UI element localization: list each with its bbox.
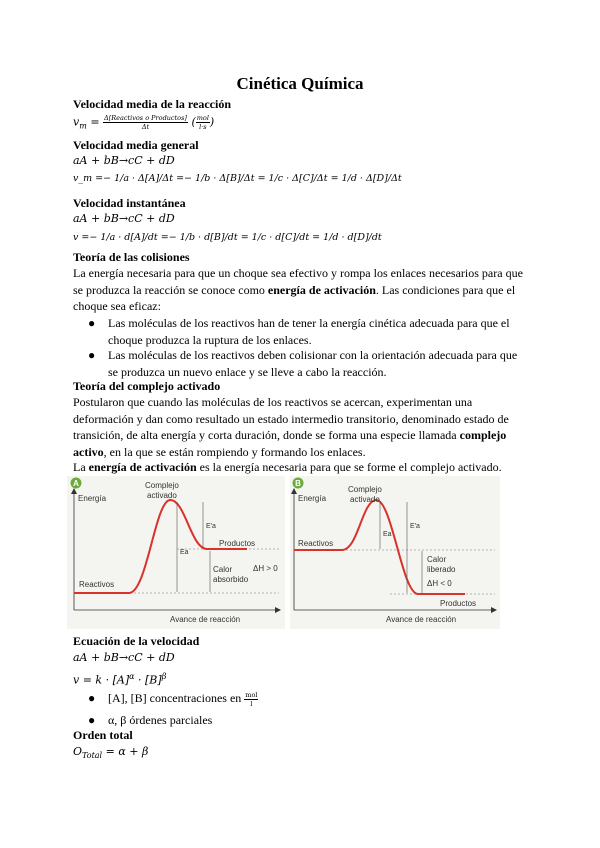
complex-label: Complejo xyxy=(145,481,179,490)
ea-label: Ea xyxy=(180,549,189,556)
bullet-icon: ● xyxy=(88,316,96,330)
x-axis-arrow-icon xyxy=(275,607,281,613)
y-axis-label: Energía xyxy=(298,494,327,503)
ea-label: Ea xyxy=(383,531,392,538)
paren-close: ) xyxy=(209,115,215,129)
badge-label: B xyxy=(295,479,301,488)
formula-text: = α + β xyxy=(105,745,149,758)
reactants-label: Reactivos xyxy=(79,580,115,589)
list-item xyxy=(88,347,528,381)
ea-prime-label: E′a xyxy=(206,523,216,530)
paragraph-complejo xyxy=(73,394,525,460)
formula-velocidad-media-general: v_m =− 1/a · Δ[A]/Δt =− 1/b · Δ[B]/Δt = 1/c · Δ[C]/Δt = 1/d · Δ[D]/Δt xyxy=(73,173,402,184)
paragraph-colisiones xyxy=(73,265,525,315)
formula-equals: = xyxy=(90,115,100,129)
x-axis-label: Avance de reacción xyxy=(170,615,241,624)
complex-label: Complejo xyxy=(348,485,382,494)
heat-label: liberado xyxy=(427,565,456,574)
formula-subscript: Total xyxy=(82,751,103,761)
reactants-label: Reactivos xyxy=(298,539,334,548)
bold-term: energía de activación xyxy=(267,282,376,297)
exponent-alpha: α xyxy=(129,672,135,681)
text: Postularon que cuando las moléculas de los reactivos se acercan, experimentan una deformación y dan como resultado un estado intermedio transitorio, denominado estado de transición, de alta energía y corta duración, donde se forma una especie llamada xyxy=(73,395,509,442)
heading-velocidad-media: Velocidad media de la reacción xyxy=(73,97,231,111)
list-item xyxy=(88,712,528,730)
formula-subscript: m xyxy=(79,121,87,131)
reaction-equation: aA + bB→cC + dD xyxy=(73,154,175,167)
formula-text: · [B] xyxy=(138,673,162,687)
heat-label: Calor xyxy=(213,565,233,574)
diagram-endothermic xyxy=(67,476,285,629)
bullet-icon: ● xyxy=(88,713,96,727)
text: , en la que se están rompiendo y formando los enlaces. xyxy=(103,444,366,459)
list-item-text: Las moléculas de los reactivos deben colisionar con la orientación adecuada para que se produzca un nuevo enlace y se lleve a cabo la reacción. xyxy=(108,348,518,379)
y-axis-arrow-icon xyxy=(71,488,77,494)
text: es la energía necesaria para que se forme el complejo activado. xyxy=(196,460,502,474)
list-item xyxy=(88,315,528,349)
complex-label: activado xyxy=(147,491,177,500)
list-item-text: α, β órdenes parciales xyxy=(108,713,213,727)
unit-numerator: mol xyxy=(196,114,209,122)
unit-denominator: l·s xyxy=(199,123,207,131)
bold-term: energía de activación xyxy=(88,460,197,474)
x-axis-arrow-icon xyxy=(491,607,497,613)
bullet-icon: ● xyxy=(88,348,96,362)
products-label: Productos xyxy=(219,539,256,548)
paren-open: ( xyxy=(191,115,196,129)
exponent-beta: β xyxy=(161,672,167,681)
y-axis-arrow-icon xyxy=(291,488,297,494)
ea-prime-label: E′a xyxy=(410,523,420,530)
text: La xyxy=(73,460,89,474)
heading-ecuacion-velocidad: Ecuación de la velocidad xyxy=(73,634,200,648)
list-item-text xyxy=(108,690,528,708)
reaction-equation: aA + bB→cC + dD xyxy=(73,651,175,664)
heat-label: Calor xyxy=(427,555,447,564)
x-axis-label: Avance de reacción xyxy=(386,615,457,624)
total-order-formula xyxy=(73,745,148,760)
delta-h-label: ΔH > 0 xyxy=(253,564,278,573)
energy-diagram-a xyxy=(67,476,285,629)
badge-label: A xyxy=(73,479,79,488)
energy-diagram-b xyxy=(290,476,500,629)
bullet-icon: ● xyxy=(88,691,96,705)
formula-text: v = k · [A] xyxy=(73,673,130,687)
reaction-equation: aA + bB→cC + dD xyxy=(73,212,175,225)
formula-velocidad-media xyxy=(73,114,214,131)
unit-fraction-wrap xyxy=(244,690,258,708)
list-item xyxy=(88,690,528,710)
text: . Las condiciones para que el choque sea eficaz: xyxy=(73,282,516,313)
unit-numerator: mol xyxy=(245,690,258,699)
heading-teoria-colisiones: Teoría de las colisiones xyxy=(73,250,190,264)
rate-law-formula xyxy=(73,672,166,687)
heading-complejo-activado: Teoría del complejo activado xyxy=(73,379,221,393)
delta-h-label: ΔH < 0 xyxy=(427,579,452,588)
formula-velocidad-instantanea: v =− 1/a · d[A]/dt =− 1/b · d[B]/dt = 1/c · d[C]/dt = 1/d · d[D]/dt xyxy=(73,232,382,243)
unit-denominator: l xyxy=(250,699,253,708)
formula-symbol: O xyxy=(73,745,83,758)
page-title: Cinética Química xyxy=(236,74,364,93)
heading-velocidad-media-general: Velocidad media general xyxy=(73,138,199,152)
fraction xyxy=(103,114,188,131)
unit-fraction xyxy=(244,691,258,708)
fraction-numerator: Δ[Reactivos o Productos] xyxy=(104,114,187,122)
y-axis-label: Energía xyxy=(78,494,107,503)
heat-label: absorbido xyxy=(213,575,249,584)
products-label: Productos xyxy=(440,599,477,608)
bold-term: complejo activo xyxy=(73,428,507,459)
fraction-denominator: Δt xyxy=(141,123,150,131)
text: La energía necesaria para que un choque sea efectivo y rompa los enlaces necesarios para que se produzca la reacción se conoce como xyxy=(73,266,523,297)
heading-orden-total: Orden total xyxy=(73,728,133,742)
complex-label: activado xyxy=(350,495,380,504)
list-item-text: Las moléculas de los reactivos han de tener la energía cinética adecuada para que el choque produzca la ruptura de los enlaces. xyxy=(108,316,510,347)
paragraph-energia-activacion xyxy=(73,459,525,476)
unit-fraction xyxy=(196,114,210,131)
heading-velocidad-instantanea: Velocidad instantánea xyxy=(73,196,186,210)
diagram-exothermic xyxy=(290,476,500,629)
formula-symbol: v xyxy=(73,115,80,129)
text: [A], [B] concentraciones en xyxy=(108,691,245,705)
